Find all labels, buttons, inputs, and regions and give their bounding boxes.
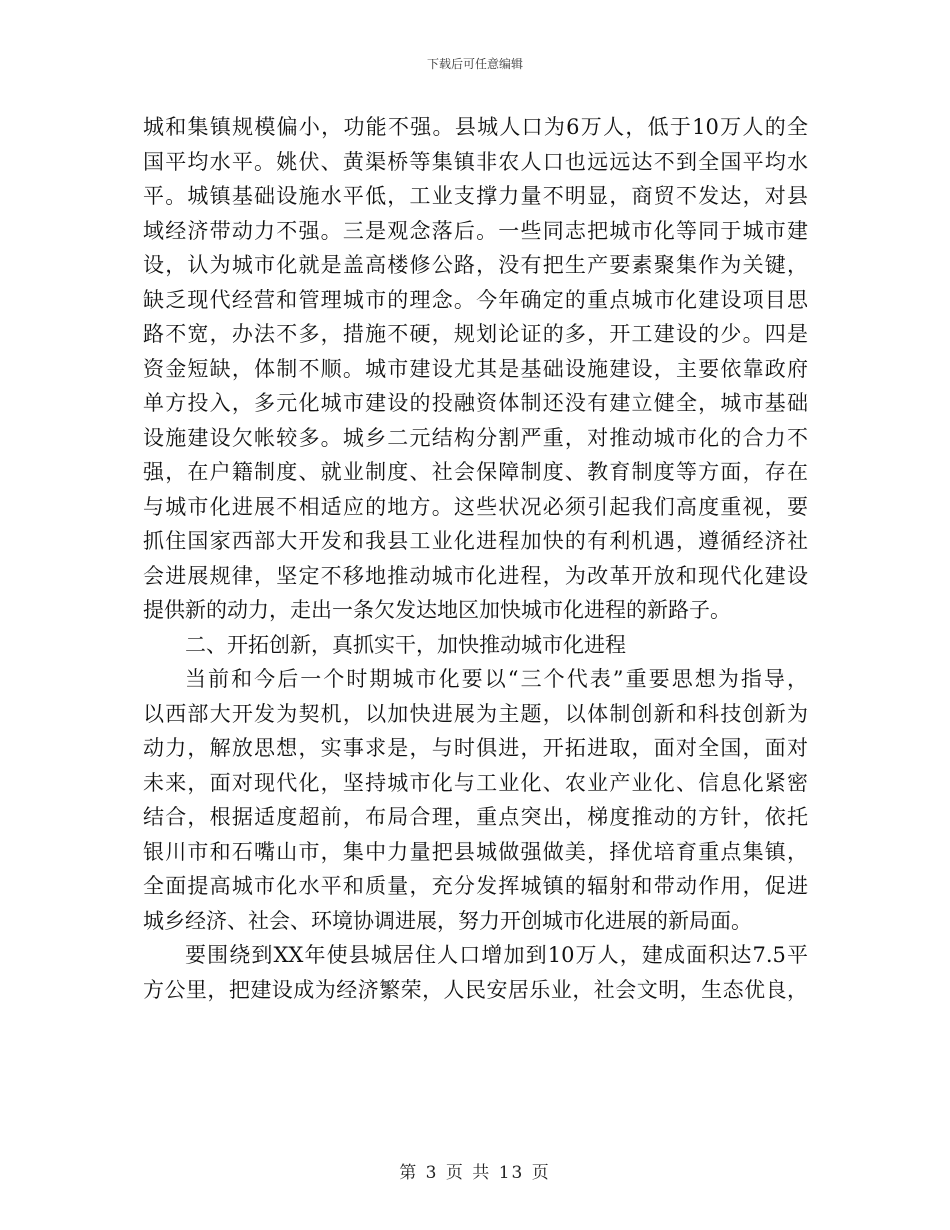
page-header: 下载后可任意编辑 xyxy=(426,57,523,71)
text-line: 域经济带动力不强。三是观念落后。一些同志把城市化等同于城市建 xyxy=(143,218,808,243)
text-line: 动力，解放思想，实事求是，与时俱进，开拓进取，面对全国，面对 xyxy=(143,736,808,760)
text-line: 结合，根据适度超前，布局合理，重点突出，梯度推动的方针，依托 xyxy=(143,805,808,829)
text-line: 与城市化进展不相适应的地方。这些状况必须引起我们高度重视，要 xyxy=(143,494,808,519)
text-line: 当前和今后一个时期城市化要以“三个代表”重要思想为指导， xyxy=(185,667,808,691)
text-line: 银川市和石嘴山市，集中力量把县城做强做美，择优培育重点集镇， xyxy=(143,839,808,864)
text-line: 以西部大开发为契机，以加快进展为主题，以体制创新和科技创新为 xyxy=(143,701,808,726)
section-heading: 二、开拓创新，真抓实干，加快推动城市化进程 xyxy=(185,632,626,657)
text-line: 抓住国家西部大开发和我县工业化进程加快的有利机遇，遵循经济社 xyxy=(143,529,808,553)
text-line: 设施建设欠帐较多。城乡二元结构分割严重，对推动城市化的合力不 xyxy=(143,425,808,450)
text-line: 方公里，把建设成为经济繁荣，人民安居乐业，社会文明，生态优良， xyxy=(143,977,808,1002)
page-footer: 第 3 页 共 13 页 xyxy=(399,1163,551,1183)
text-line: 缺乏现代经营和管理城市的理念。今年确定的重点城市化建设项目思 xyxy=(143,287,808,312)
text-line: 路不宽，办法不多，措施不硬，规划论证的多，开工建设的少。四是 xyxy=(143,322,808,346)
text-line: 国平均水平。姚伏、黄渠桥等集镇非农人口也远远达不到全国平均水 xyxy=(143,149,808,174)
text-line: 设，认为城市化就是盖高楼修公路，没有把生产要素聚集作为关键， xyxy=(143,253,808,277)
body-text xyxy=(143,110,808,1007)
text-line: 未来，面对现代化，坚持城市化与工业化、农业产业化、信息化紧密 xyxy=(143,770,808,795)
text-line: 平。城镇基础设施水平低，工业支撑力量不明显，商贸不发达，对县 xyxy=(143,184,808,208)
text-line: 强，在户籍制度、就业制度、社会保障制度、教育制度等方面，存在 xyxy=(143,460,808,484)
text-line: 资金短缺，体制不顺。城市建设尤其是基础设施建设，主要依靠政府 xyxy=(143,356,808,381)
text-line: 城和集镇规模偏小，功能不强。县城人口为6万人，低于10万人的全 xyxy=(143,115,808,139)
text-line: 单方投入，多元化城市建设的投融资体制还没有建立健全，城市基础 xyxy=(143,391,808,415)
text-line: 要围绕到XX年使县城居住人口增加到10万人，建成面积达7.5平 xyxy=(185,943,808,967)
text-line: 城乡经济、社会、环境协调进展，努力开创城市化进展的新局面。 xyxy=(143,908,752,933)
text-line: 提供新的动力，走出一条欠发达地区加快城市化进程的新路子。 xyxy=(143,598,731,622)
text-line: 会进展规律，坚定不移地推动城市化进程，为改革开放和现代化建设 xyxy=(143,563,808,588)
text-line: 全面提高城市化水平和质量，充分发挥城镇的辐射和带动作用，促进 xyxy=(143,874,808,898)
